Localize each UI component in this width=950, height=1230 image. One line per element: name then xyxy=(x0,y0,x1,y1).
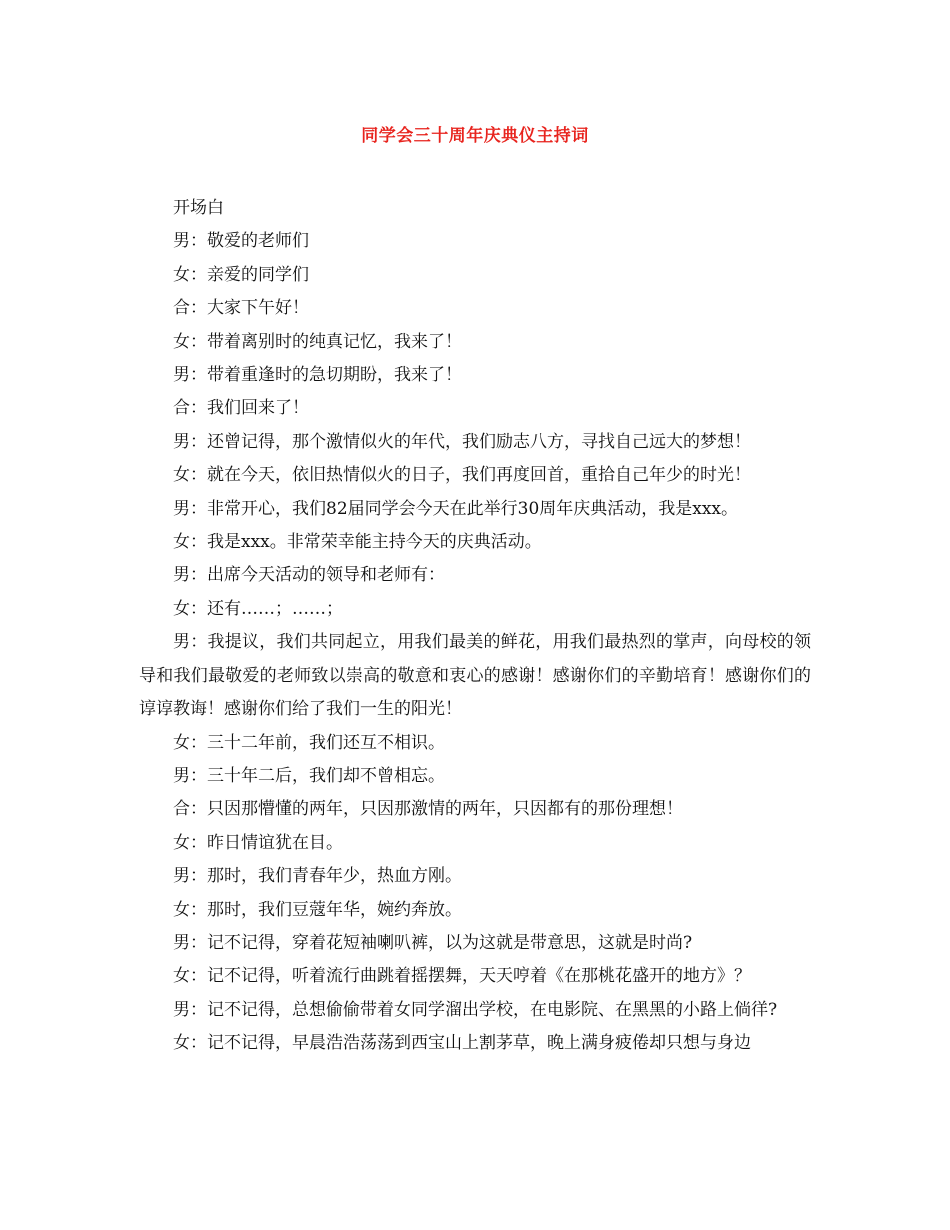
paragraph: 男：敬爱的老师们 xyxy=(173,231,309,252)
paragraph: 女：昨日情谊犹在目。 xyxy=(173,832,343,853)
paragraph: 男：那时，我们青春年少，热血方刚。 xyxy=(173,866,462,887)
paragraph: 女：那时，我们豆蔻年华，婉约奔放。 xyxy=(173,899,462,920)
paragraph: 女：记不记得，早晨浩浩荡荡到西宝山上割茅草，晚上满身疲倦却只想与身边 xyxy=(173,1033,751,1054)
paragraph: 女：带着离别时的纯真记忆，我来了！ xyxy=(173,331,462,352)
paragraph: 开场白 xyxy=(173,198,224,218)
paragraph: 男：带着重逢时的急切期盼，我来了！ xyxy=(173,365,462,386)
paragraph: 女：记不记得，听着流行曲跳着摇摆舞，天天哼着《在那桃花盛开的地方》？ xyxy=(173,966,751,987)
paragraph: 女：三十二年前，我们还互不相识。 xyxy=(173,732,445,753)
paragraph: 男：记不记得，总想偷偷带着女同学溜出学校，在电影院、在黑黑的小路上倘徉? xyxy=(173,999,778,1020)
paragraph: 男：出席今天活动的领导和老师有： xyxy=(173,565,445,586)
paragraph: 合：大家下午好！ xyxy=(173,298,309,319)
paragraph: 男：非常开心，我们82届同学会今天在此举行30周年庆典活动，我是xxx。 xyxy=(173,498,739,519)
document-title: 同学会三十周年庆典仪主持词 xyxy=(361,126,589,146)
paragraph: 女：亲爱的同学们 xyxy=(173,264,309,285)
paragraph: 男：三十年二后，我们却不曾相忘。 xyxy=(173,765,445,786)
paragraph: 男：我提议，我们共同起立，用我们最美的鲜花，用我们最热烈的掌声，向母校的领导和我们最敬爱的老师致以崇高的敬意和衷心的感谢！感谢你们的辛勤培育！感谢你们的谆谆教诲！感谢你们给了我们一生的阳光！ xyxy=(139,632,811,720)
document-body xyxy=(139,192,811,1061)
paragraph: 合：只因那懵懂的两年，只因那激情的两年，只因都有的那份理想！ xyxy=(173,799,683,820)
paragraph: 男：还曾记得，那个激情似火的年代，我们励志八方，寻找自己远大的梦想！ xyxy=(173,431,751,452)
paragraph: 合：我们回来了！ xyxy=(173,398,309,419)
paragraph: 男：记不记得，穿着花短袖喇叭裤，以为这就是带意思，这就是时尚? xyxy=(173,932,693,953)
paragraph: 女：就在今天，依旧热情似火的日子，我们再度回首，重拾自己年少的时光！ xyxy=(173,465,751,486)
paragraph: 女：我是xxx。非常荣幸能主持今天的庆典活动。 xyxy=(173,532,542,553)
paragraph: 女：还有……；……； xyxy=(173,598,343,619)
